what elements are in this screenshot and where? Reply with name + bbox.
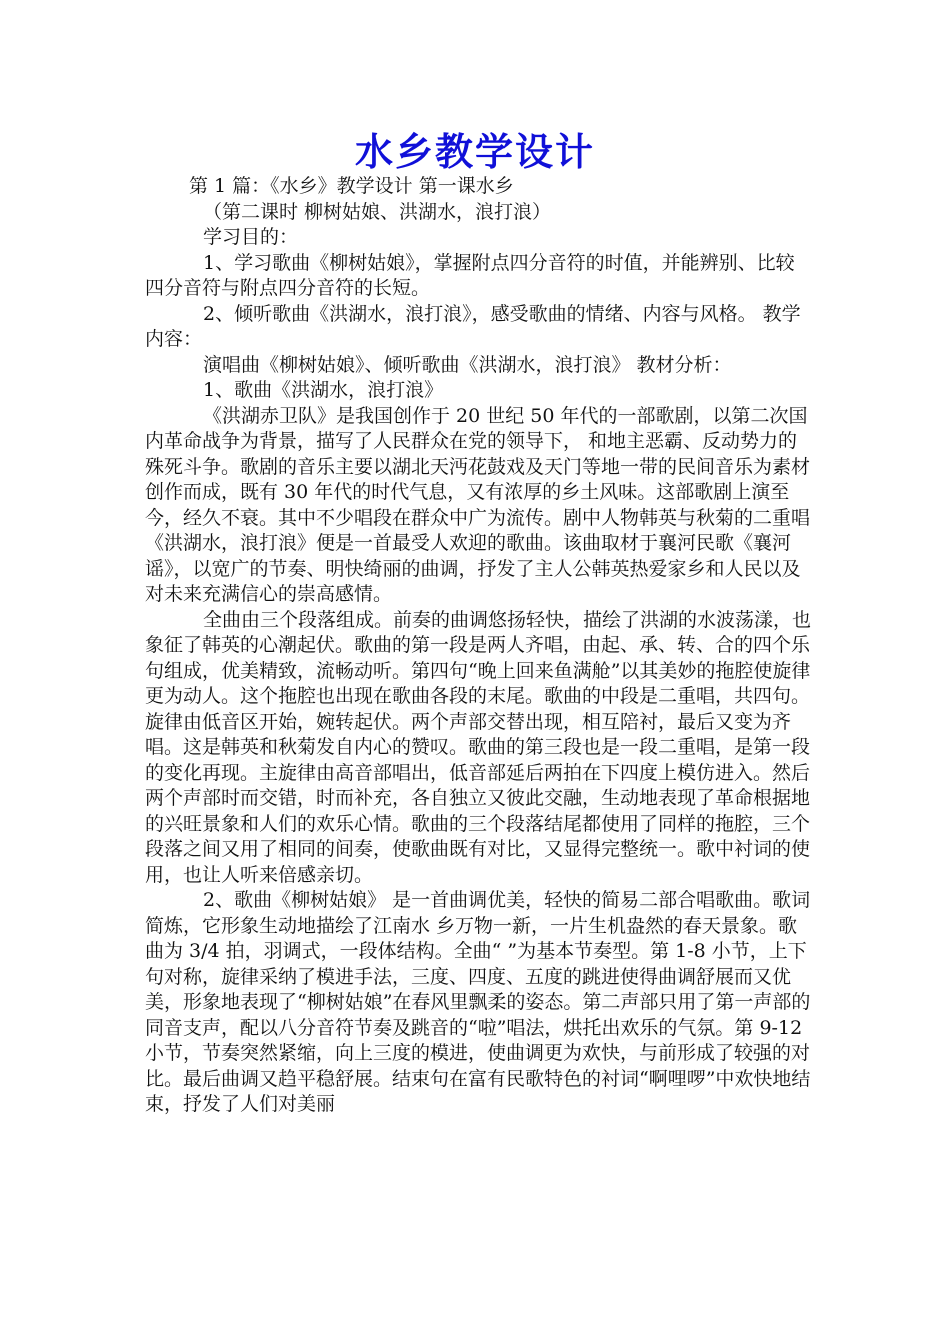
document-body [145,174,811,1118]
analysis-paragraph-1: 《洪湖赤卫队》是我国创作于 20 世纪 50 年代的一部歌剧，以第二次国内革命战争为背景，描写了人民群众在党的领导下， 和地主恶霸、反动势力的殊死斗争。歌剧的音乐主要以湖北天沔花鼓戏及天门等地一带的民间音乐为素材创作而成，既有 30 年代的时代气息，又有浓厚的乡土风味。这部歌剧上演至今，经久不衰。其中不少唱段在群众中广为流传。剧中人物韩英与秋菊的二重唱《洪湖水，浪打浪》便是一首最受人欢迎的歌曲。该曲取材于襄河民歌《襄河谣》，以宽广的节奏、明快绮丽的曲调，抒发了主人公韩英热爱家乡和人民以及对未来充满信心的崇高感情。 [145,404,811,605]
analysis-paragraph-3: 2、歌曲《柳树姑娘》 是一首曲调优美，轻快的简易二部合唱歌曲。歌词简炼，它形象生动地描绘了江南水 乡万物一新，一片生机盎然的春天景象。歌曲为 3/4 拍，羽调式，一段体结构。全曲“ ”为基本节奏型。第 1-8 小节，上下句对称，旋律采纳了模进手法，三度、四度、五度的跳进使得曲调舒展而又优美，形象地表现了“柳树姑娘”在春风里飘柔的姿态。第二声部只用了第一声部的同音支声，配以八分音符节奏及跳音的“啦”唱法，烘托出欢乐的气氛。第 9-12 小节，节奏突然紧缩，向上三度的模进，使曲调更为欢快，与前形成了较强的对比。最后曲调又趋平稳舒展。结束句在富有民歌特色的衬词“啊哩啰”中欢快地结束，抒发了人们对美丽 [145,889,811,1115]
objectives-heading: 学习目的： [203,226,299,248]
objective-2: 2、倾听歌曲《洪湖水，浪打浪》，感受歌曲的情绪、内容与风格。 教学内容： [145,302,801,350]
objective-1: 1、学习歌曲《柳树姑娘》，掌握附点四分音符的时值，并能辨别、比较四分音符与附点四分音符的长短。 [145,251,795,299]
analysis-paragraph-2: 全曲由三个段落组成。前奏的曲调悠扬轻快，描绘了洪湖的水波荡漾，也象征了韩英的心潮起伏。歌曲的第一段是两人齐唱，由起、承、转、合的四个乐句组成，优美精致，流畅动听。第四句“晚上回来鱼满舱”以其美妙的拖腔使旋律更为动人。这个拖腔也出现在歌曲各段的末尾。歌曲的中段是二重唱，共四句。旋律由低音区开始，婉转起伏。两个声部交替出现，相互陪衬，最后又变为齐唱。这是韩英和秋菊发自内心的赞叹。歌曲的第三段也是一段二重唱，是第一段的变化再现。主旋律由高音部唱出，低音部延后两拍在下四度上模仿进入。然后两个声部时而交错，时而补充，各自独立又彼此交融，生动地表现了革命根据地的兴旺景象和人们的欢乐心情。歌曲的三个段落结尾都使用了同样的拖腔，三个段落之间又用了相同的间奏，使歌曲既有对比，又显得完整统一。歌中衬词的使用，也让人听来倍感亲切。 [145,608,812,886]
chapter-heading: 第 1 篇：《水乡》教学设计 第一课水乡 [189,175,514,197]
document-title: 水乡教学设计 [354,129,595,174]
content-paragraph: 演唱曲《柳树姑娘》、倾听歌曲《洪湖水，浪打浪》 教材分析： [203,353,732,376]
analysis-item-1-heading: 1、歌曲《洪湖水，浪打浪》 [203,379,444,401]
lesson-subtitle: （第二课时 柳树姑娘、洪湖水，浪打浪） [203,200,552,223]
